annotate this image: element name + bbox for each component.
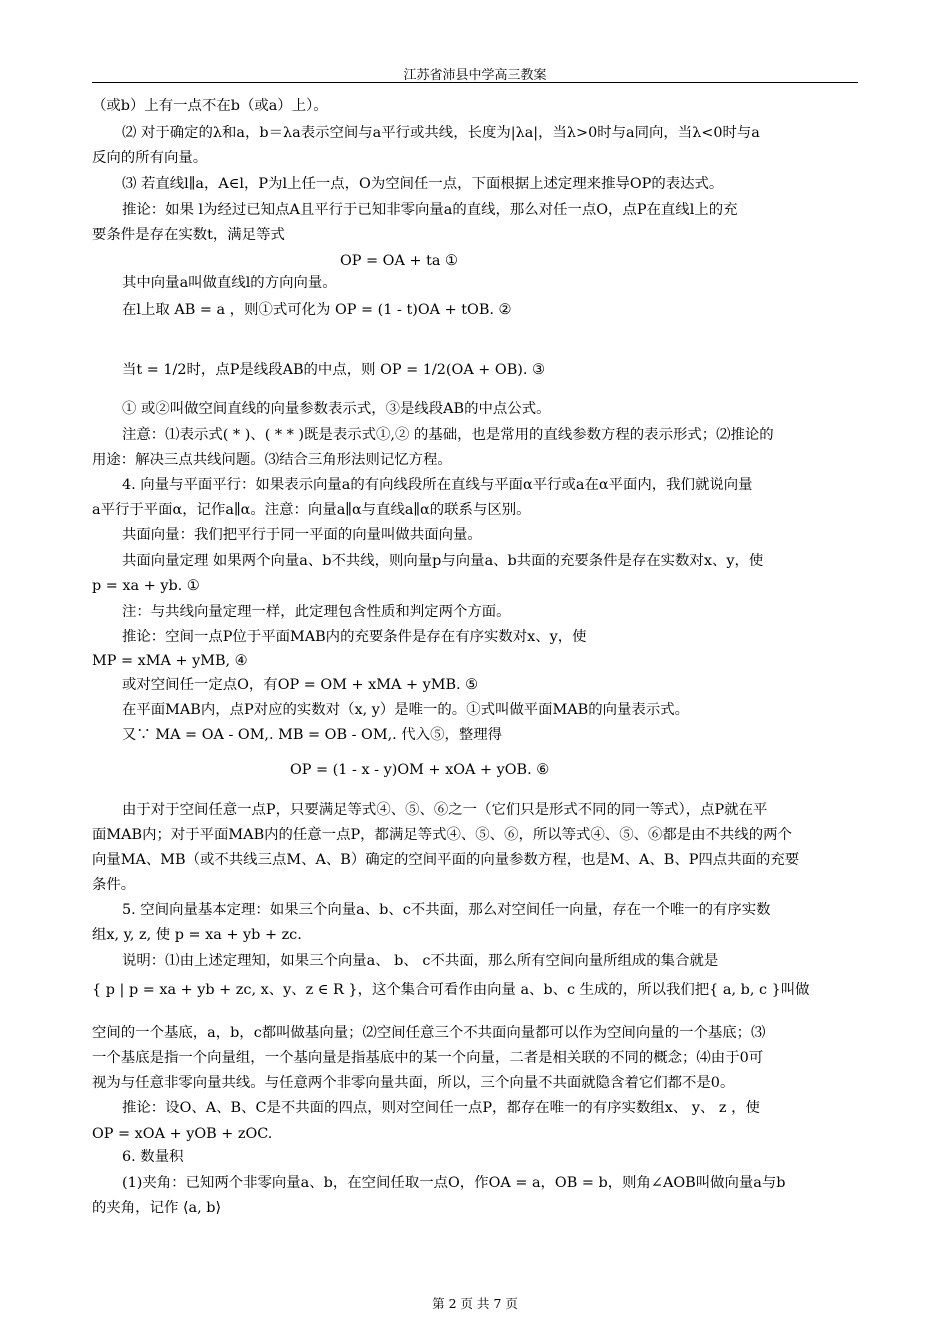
header-rule [92, 82, 858, 83]
text-line: 面MAB内；对于平面MAB内的任意一点P，都满足等式④、⑤、⑥，所以等式④、⑤、⑥都是由不共线的两个 [92, 827, 792, 843]
page-header: 江苏省沛县中学高三教案 [403, 68, 547, 83]
page-footer: 第 2 页 共 7 页 [432, 1296, 518, 1311]
text-line: MP = xMA + yMB, ④ [92, 653, 248, 669]
text-line: 或对空间任一定点O，有OP = OM + xMA + yMB. ⑤ [122, 677, 479, 693]
text-line: ① 或②叫做空间直线的向量参数表示式，③是线段AB的中点公式。 [122, 401, 551, 417]
text-line: 向量MA、MB（或不共线三点M、A、B）确定的空间平面的向量参数方程，也是M、A、B、P四点共面的充要 [92, 852, 800, 868]
text-line: ⑵ 对于确定的λ和a，b＝λa表示空间与a平行或共线，长度为|λa|，当λ>0时与a同向，当λ<0时与a [122, 125, 760, 141]
text-line: 推论：如果 l为经过已知点A且平行于已知非零向量a的直线，那么对任一点O，点P在直线l上的充 [122, 202, 738, 218]
text-line: 5. 空间向量基本定理：如果三个向量a、b、c不共面，那么对空间任一向量，存在一个唯一的有序实数 [122, 902, 771, 918]
text-line: 共面向量定理 如果两个向量a、b不共线，则向量p与向量a、b共面的充要条件是存在实数对x、y，使 [122, 553, 764, 569]
text-line: 一个基底是指一个向量组，一个基向量是指基底中的某一个向量，二者是相关联的不同的概念；⑷由于0可 [92, 1050, 764, 1066]
text-line: 推论：空间一点P位于平面MAB内的充要条件是存在有序实数对x、y，使 [122, 629, 587, 645]
text-line: 4. 向量与平面平行：如果表示向量a的有向线段所在直线与平面α平行或a在α平面内，我们就说向量 [122, 477, 753, 493]
text-line: （或b）上有一点不在b（或a）上）。 [92, 98, 328, 114]
text-line: OP = OA + ta ① [340, 253, 458, 269]
text-line: a平行于平面α，记作a∥α。注意：向量a∥α与直线a∥α的联系与区别。 [92, 502, 531, 518]
text-line: p = xa + yb. ① [92, 578, 200, 594]
text-line: 当t = 1/2时，点P是线段AB的中点，则 OP = 1/2(OA + OB). ③ [122, 362, 545, 378]
text-line: 反向的所有向量。 [92, 150, 208, 166]
text-line: { p | p = xa + yb + zc, x、y、z ∈ R }，这个集合可看作由向量 a、b、c 生成的，所以我们把{ a, b, c }叫做 [92, 982, 810, 998]
text-line: OP = xOA + yOB + zOC. [92, 1126, 273, 1142]
text-line: 注意：⑴表示式( * )、( * * )既是表示式①,② 的基础，也是常用的直线参数方程的表示形式；⑵推论的 [122, 427, 774, 443]
text-line: 空间的一个基底，a，b，c都叫做基向量；⑵空间任意三个不共面向量都可以作为空间向量的一个基底；⑶ [92, 1025, 766, 1041]
text-line: (1)夹角：已知两个非零向量a、b，在空间任取一点O，作OA = a，OB = b，则角∠AOB叫做向量a与b [122, 1175, 786, 1191]
text-line: 由于对于空间任意一点P，只要满足等式④、⑤、⑥之一（它们只是形式不同的同一等式），点P就在平 [122, 802, 768, 818]
text-line: 组x, y, z, 使 p = xa + yb + zc. [92, 927, 302, 943]
text-line: 用途：解决三点共线问题。⑶结合三角形法则记忆方程。 [92, 452, 452, 468]
text-line: 视为与任意非零向量共线。与任意两个非零向量共面，所以，三个向量不共面就隐含着它们都不是0。 [92, 1075, 735, 1091]
text-line: 在平面MAB内，点P对应的实数对（x, y）是唯一的。①式叫做平面MAB的向量表示式。 [122, 702, 689, 718]
text-line: ⑶ 若直线l∥a，A∈l，P为l上任一点，O为空间任一点，下面根据上述定理来推导OP的表达式。 [122, 176, 724, 192]
text-line: 推论：设O、A、B、C是不共面的四点，则对空间任一点P，都存在唯一的有序实数组x、 y、 z ，使 [122, 1100, 760, 1116]
text-line: 的夹角，记作 ⟨a, b⟩ [92, 1200, 222, 1216]
text-line: 6. 数量积 [122, 1149, 184, 1165]
text-line: 注：与共线向量定理一样，此定理包含性质和判定两个方面。 [122, 604, 511, 620]
text-line: 又∵ MA = OA - OM,. MB = OB - OM,. 代入⑤，整理得 [122, 727, 503, 743]
text-line: 说明：⑴由上述定理知，如果三个向量a、 b、 c不共面，那么所有空间向量所组成的集合就是 [122, 953, 719, 969]
text-line: OP = (1 - x - y)OM + xOA + yOB. ⑥ [290, 762, 550, 778]
text-line: 条件。 [92, 877, 136, 893]
text-line: 其中向量a叫做直线l的方向向量。 [122, 275, 337, 291]
text-line: 在l上取 AB = a ，则①式可化为 OP = (1 - t)OA + tOB. ② [122, 302, 512, 318]
text-line: 要条件是存在实数t，满足等式 [92, 227, 285, 243]
text-line: 共面向量：我们把平行于同一平面的向量叫做共面向量。 [122, 527, 482, 543]
